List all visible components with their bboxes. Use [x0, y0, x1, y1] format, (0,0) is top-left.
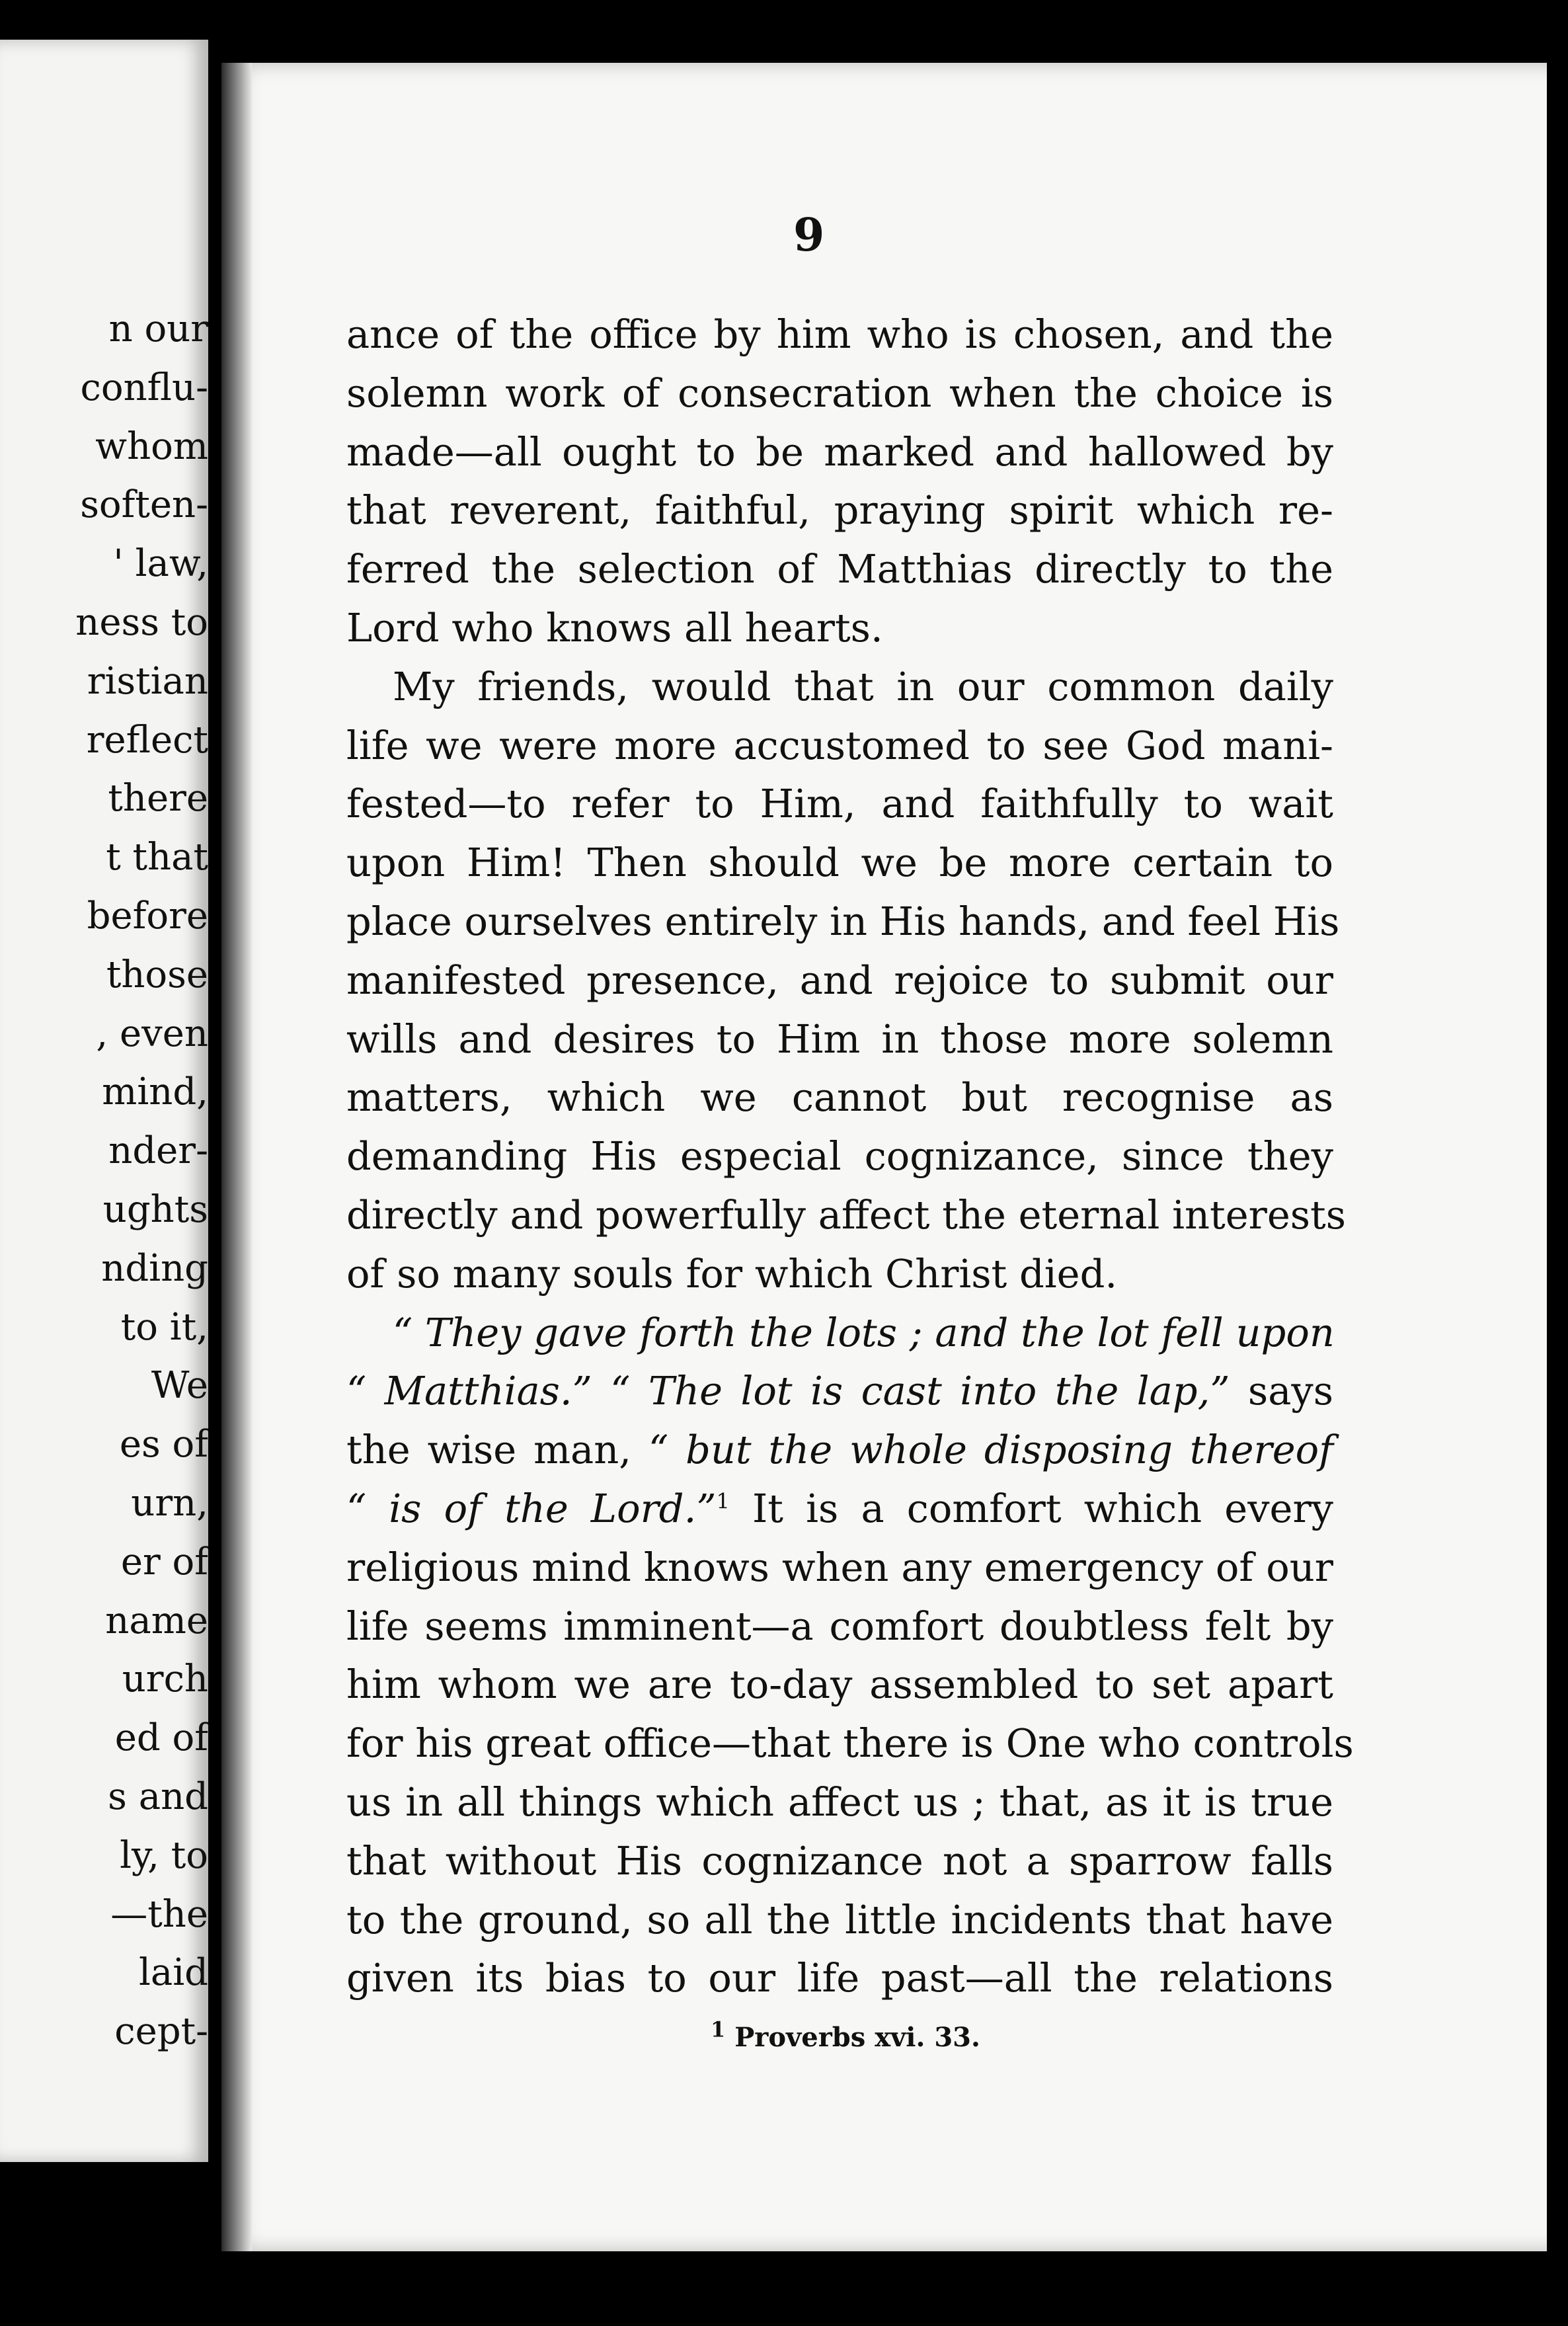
- left-page-line: before: [87, 895, 208, 938]
- left-page-line: We: [151, 1364, 208, 1408]
- left-page-line: ed of: [114, 1716, 208, 1760]
- left-page-line: n our: [108, 307, 208, 350]
- text-line: wills and desires to Him in those more solemn: [346, 1016, 1333, 1062]
- text-line: place ourselves entirely in His hands, and feel His: [346, 898, 1340, 944]
- left-page-line: , even: [96, 1012, 208, 1055]
- left-page-line: conflu-: [80, 366, 208, 409]
- text-line: him whom we are to-day assembled to set apart: [346, 1662, 1333, 1708]
- quote-line: [346, 1421, 1333, 1480]
- quote-fragment: “ but the whole disposing thereof: [648, 1427, 1334, 1473]
- text-line: manifested presence, and rejoice to submit our: [346, 957, 1333, 1003]
- text-line: us in all things which affect us ; that, as it is true: [346, 1779, 1333, 1825]
- left-page-line: urn,: [131, 1482, 208, 1525]
- text-fragment: says: [1247, 1368, 1333, 1414]
- left-page-line: cept-: [114, 2010, 208, 2054]
- quote-line: [346, 1480, 1333, 1539]
- left-page-line: soften-: [80, 483, 208, 527]
- text-line: religious mind knows when any emergency of our: [346, 1544, 1333, 1590]
- quote-line: “ They gave forth the lots ; and the lot fell upon: [393, 1309, 1335, 1355]
- footnote: [711, 2017, 980, 2053]
- text-line: ferred the selection of Matthias directly to the: [346, 546, 1333, 592]
- left-page-line: ristian: [87, 659, 208, 703]
- left-page-line: whom: [95, 424, 208, 468]
- text-line: of so many souls for which Christ died.: [346, 1250, 1118, 1297]
- text-fragment: It is a comfort which every: [752, 1485, 1333, 1531]
- left-page-line: laid: [138, 1951, 208, 1995]
- left-page-line: er of: [120, 1540, 208, 1584]
- footnote-reference: 1: [716, 1488, 730, 1514]
- page-number: 9: [793, 209, 825, 262]
- left-page-line: reflect: [86, 718, 208, 762]
- text-line: Lord who knows all hearts.: [346, 604, 883, 651]
- left-page-line: nder-: [108, 1129, 208, 1173]
- text-line: for his great office—that there is One who controls: [346, 1720, 1354, 1767]
- left-page-line: there: [108, 777, 208, 821]
- left-page-line: nding: [101, 1246, 208, 1290]
- body-text: [346, 305, 1354, 2008]
- page-gutter-shadow: [221, 63, 252, 2251]
- left-page-line: ughts: [102, 1188, 208, 1231]
- left-page-line: mind,: [102, 1070, 208, 1114]
- footnote-text: Proverbs xvi. 33.: [734, 2022, 980, 2053]
- left-page-line: urch: [122, 1658, 208, 1701]
- text-line: life seems imminent—a comfort doubtless felt by: [346, 1603, 1333, 1649]
- text-line: fested—to refer to Him, and faithfully to wait: [346, 781, 1333, 827]
- text-line: matters, which we cannot but recognise as: [346, 1074, 1333, 1121]
- text-line: solemn work of consecration when the choice is: [346, 370, 1333, 416]
- text-line: upon Him! Then should we be more certain to: [346, 840, 1333, 886]
- left-page-line: —the: [110, 1892, 208, 1936]
- text-line: My friends, would that in our common daily: [393, 663, 1333, 709]
- text-line: ance of the office by him who is chosen, and the: [346, 311, 1333, 357]
- left-page-line: t that: [106, 836, 208, 879]
- text-fragment: the wise man,: [346, 1427, 631, 1473]
- left-facing-page: [0, 40, 208, 2162]
- text-line: to the ground, so all the little incidents that have: [346, 1896, 1333, 1943]
- text-line: life we were more accustomed to see God mani-: [346, 722, 1333, 768]
- text-line: that without His cognizance not a sparrow falls: [346, 1837, 1333, 1884]
- left-page-line: ly, to: [120, 1833, 208, 1877]
- quote-fragment: “ Matthias.”: [346, 1368, 592, 1414]
- quote-line: [346, 1362, 1333, 1421]
- left-page-line: to it,: [120, 1305, 208, 1349]
- quote-fragment: “ The lot is cast into the lap,”: [610, 1368, 1230, 1414]
- left-page-line: ness to: [75, 601, 208, 644]
- left-page-line: es of: [119, 1423, 208, 1466]
- quote-fragment: “ is of the Lord.”: [346, 1485, 717, 1531]
- left-page-line: name: [105, 1599, 208, 1642]
- left-page-line: s and: [108, 1775, 208, 1818]
- text-line: made—all ought to be marked and hallowed by: [346, 428, 1333, 475]
- text-line: given its bias to our life past—all the relations: [346, 1955, 1333, 2001]
- text-line: demanding His especial cognizance, since they: [346, 1133, 1333, 1180]
- text-line: directly and powerfully affect the eternal interests: [346, 1191, 1347, 1238]
- footnote-marker: 1: [711, 2017, 726, 2042]
- text-line: that reverent, faithful, praying spirit which re-: [346, 487, 1333, 534]
- left-page-line: those: [106, 953, 208, 996]
- left-page-line: ' law,: [113, 542, 208, 586]
